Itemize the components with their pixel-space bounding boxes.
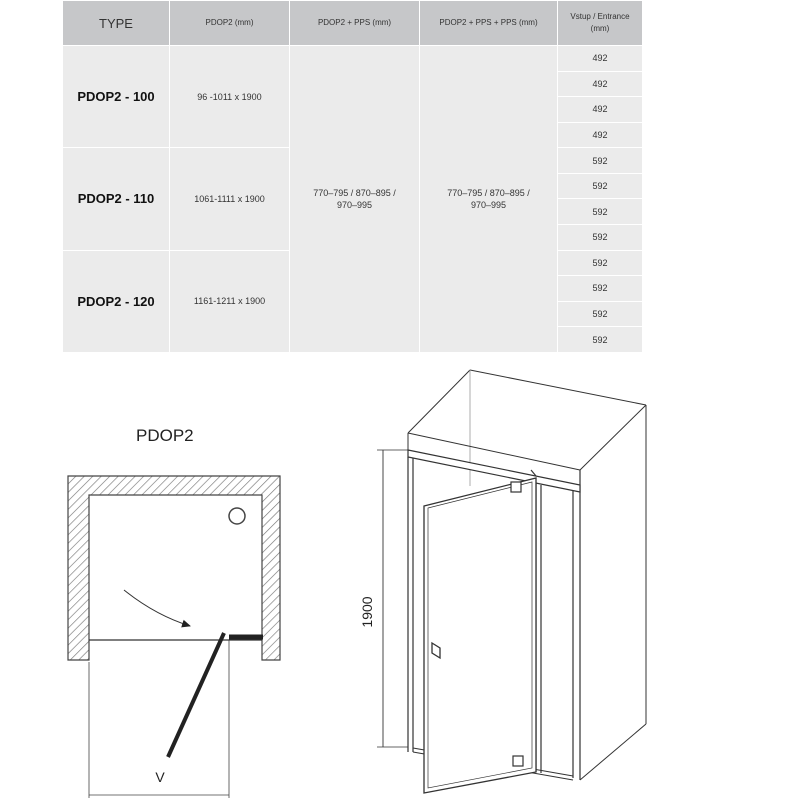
header-pdop2-pps-pps: PDOP2 + PPS + PPS (mm) <box>420 1 558 46</box>
pps-pps-line2: 970–995 <box>470 200 507 210</box>
entrance-cell: 592 <box>558 276 643 302</box>
entrance-cell: 492 <box>558 97 643 123</box>
room-top-front <box>408 433 580 470</box>
fixed-panel-frame <box>536 484 573 778</box>
pps-pps-line1: 770–795 / 870–895 / <box>447 188 530 198</box>
header-pdop2-pps: PDOP2 + PPS (mm) <box>290 1 420 46</box>
dimension-cell: 1161-1211 x 1900 <box>170 250 290 352</box>
header-type: TYPE <box>63 1 170 46</box>
room-right-top <box>580 405 646 470</box>
entrance-cell: 592 <box>558 225 643 251</box>
entrance-cell: 592 <box>558 301 643 327</box>
room-right-bottom <box>580 724 646 780</box>
plan-wall <box>68 476 280 660</box>
room-back-top <box>470 370 646 405</box>
drain-icon <box>229 508 245 524</box>
header-entrance-line2: (mm) <box>590 24 610 33</box>
width-label: V <box>155 769 165 785</box>
entrance-cell: 592 <box>558 327 643 353</box>
entrance-cell: 592 <box>558 250 643 276</box>
height-label: 1900 <box>359 596 375 628</box>
type-cell: PDOP2 - 120 <box>63 250 170 352</box>
door-swing-arrow <box>124 590 190 626</box>
header-entrance-line1: Vstup / Entrance <box>570 12 630 21</box>
entrance-cell: 492 <box>558 122 643 148</box>
open-door-panel <box>168 633 224 757</box>
bottom-hinge-icon <box>513 756 523 766</box>
room-top-left <box>408 370 470 433</box>
left-profile <box>408 457 413 752</box>
entrance-cell: 492 <box>558 71 643 97</box>
pps-line1: 770–795 / 870–895 / <box>313 188 396 198</box>
dimension-cell: 1061-1111 x 1900 <box>170 148 290 250</box>
type-cell: PDOP2 - 100 <box>63 46 170 148</box>
header-pdop2: PDOP2 (mm) <box>170 1 290 46</box>
entrance-cell: 592 <box>558 199 643 225</box>
dimension-cell: 96 -1011 x 1900 <box>170 46 290 148</box>
type-cell: PDOP2 - 110 <box>63 148 170 250</box>
top-frame-bar <box>408 450 580 492</box>
entrance-cell: 592 <box>558 173 643 199</box>
entrance-cell: 492 <box>558 46 643 72</box>
entrance-cell: 592 <box>558 148 643 174</box>
pps-line2: 970–995 <box>336 200 373 210</box>
open-door <box>424 478 536 793</box>
plan-title: PDOP2 <box>136 426 194 445</box>
elevation-view <box>377 370 646 793</box>
plan-view <box>68 476 280 798</box>
top-hinge-icon <box>511 482 521 492</box>
